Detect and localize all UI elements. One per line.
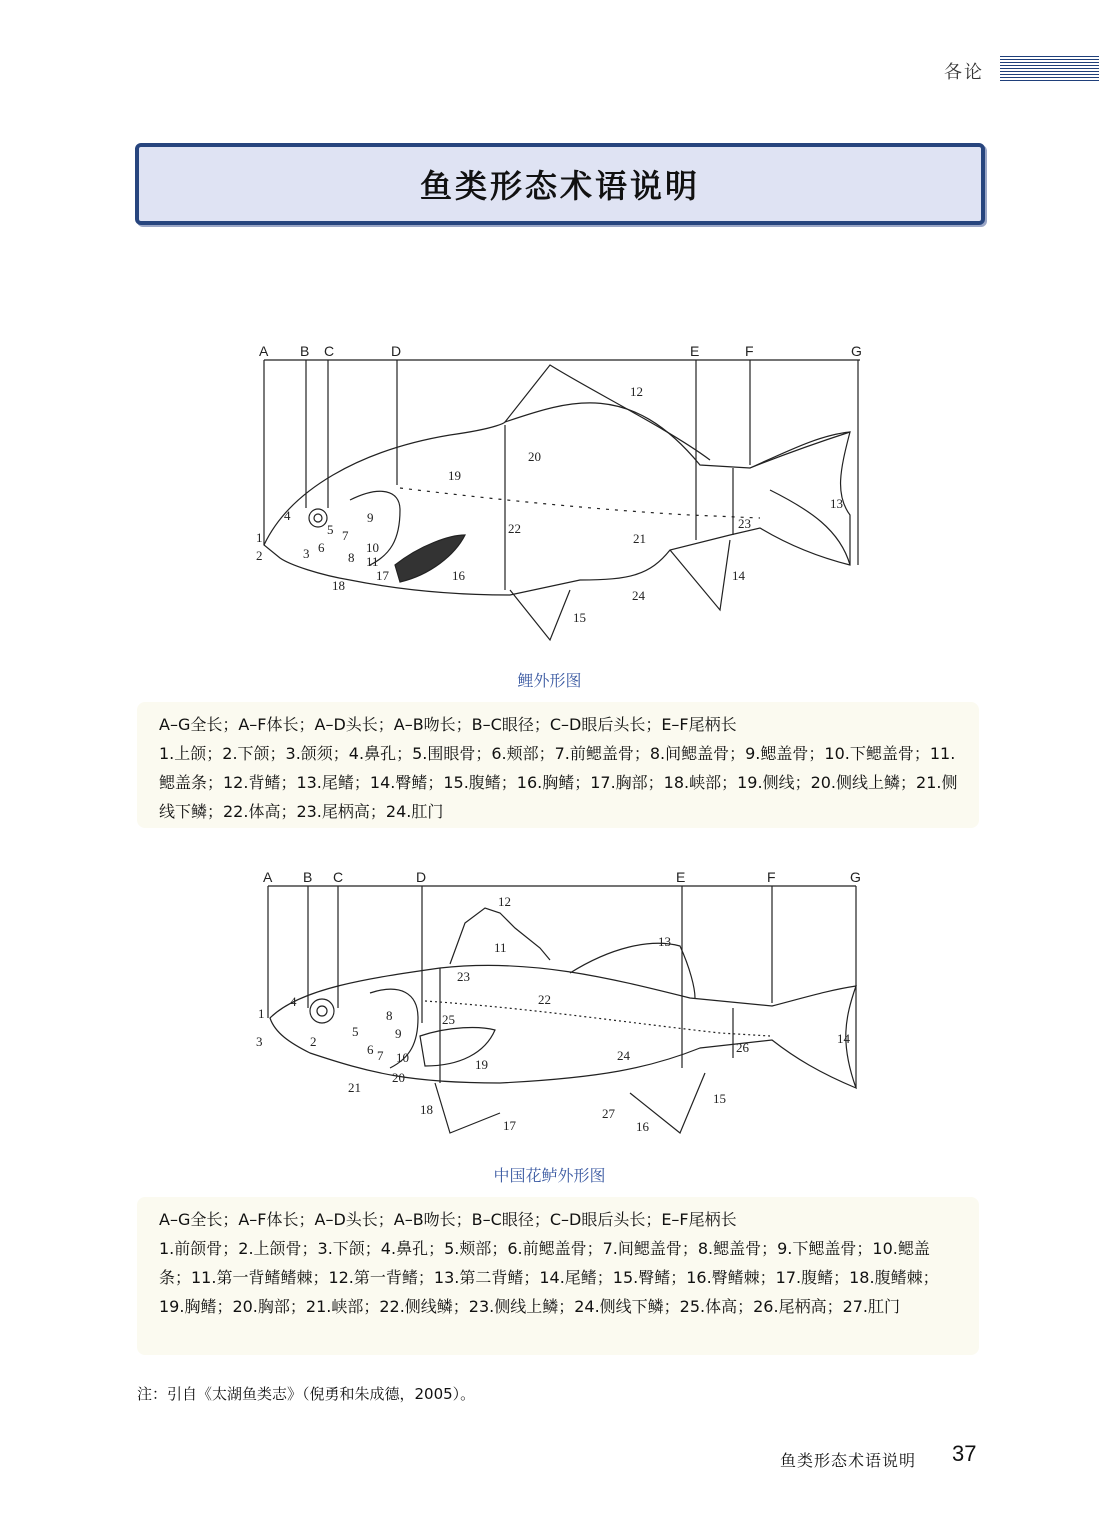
perch-first-dorsal-fin [450, 908, 550, 964]
perch-point-labels [263, 869, 861, 885]
perch-num-3: 3 [256, 1034, 263, 1049]
perch-num-14: 14 [837, 1031, 850, 1046]
perch-legend [137, 1197, 979, 1355]
carp-num-9: 9 [367, 510, 374, 525]
carp-pupil [314, 514, 322, 522]
carp-num-8: 8 [348, 550, 355, 565]
perch-num-26: 26 [736, 1040, 749, 1055]
perch-num-20: 20 [392, 1070, 405, 1085]
header-stripe-decoration [1000, 56, 1099, 86]
perch-point-a: A [263, 869, 273, 885]
carp-legend-measurements: A–G全长；A–F体长；A–D头长；A–B吻长；B–C眼径；C–D眼后头长；E–F尾柄长 [159, 715, 737, 734]
perch-caption: 中国花鲈外形图 [493, 1166, 606, 1185]
perch-num-11: 11 [494, 940, 507, 955]
perch-figure [250, 868, 880, 1148]
carp-lateral-line [400, 488, 760, 518]
carp-num-23: 23 [738, 516, 751, 531]
carp-pelvic-fin [510, 590, 570, 640]
perch-legend-measurements: A–G全长；A–F体长；A–D头长；A–B吻长；B–C眼径；C–D眼后头长；E–F尾柄长 [159, 1210, 737, 1229]
carp-part-numbers [256, 384, 843, 625]
carp-anal-fin [670, 540, 730, 610]
perch-num-12: 12 [498, 894, 511, 909]
carp-figure [250, 340, 880, 660]
perch-num-5: 5 [352, 1024, 359, 1039]
carp-point-d: D [391, 343, 402, 359]
page-title-box [135, 143, 985, 225]
page-number: 37 [952, 1441, 977, 1466]
carp-point-e: E [690, 343, 700, 359]
carp-num-24: 24 [632, 588, 645, 603]
carp-num-12: 12 [630, 384, 643, 399]
perch-second-dorsal-fin [570, 943, 695, 998]
perch-num-23: 23 [457, 969, 470, 984]
page-title: 鱼类形态术语说明 [419, 167, 700, 205]
carp-num-2: 2 [256, 548, 263, 563]
perch-num-21: 21 [348, 1080, 361, 1095]
perch-num-27: 27 [602, 1106, 615, 1121]
perch-eye [310, 999, 334, 1023]
perch-drawing [250, 868, 880, 1148]
carp-num-16: 16 [452, 568, 465, 583]
perch-point-c: C [333, 869, 344, 885]
perch-lateral-line [425, 1001, 770, 1036]
carp-point-b: B [300, 343, 310, 359]
carp-caption: 鲤外形图 [517, 671, 582, 690]
carp-eye [309, 509, 327, 527]
carp-num-22: 22 [508, 521, 521, 536]
carp-num-18: 18 [332, 578, 345, 593]
carp-num-5: 5 [327, 522, 334, 537]
perch-num-25: 25 [442, 1012, 455, 1027]
footer-title: 鱼类形态术语说明 [780, 1451, 917, 1470]
perch-num-1: 1 [258, 1006, 265, 1021]
perch-point-g: G [850, 869, 861, 885]
perch-num-6: 6 [367, 1042, 374, 1057]
carp-point-f: F [745, 343, 754, 359]
carp-num-11: 11 [366, 554, 379, 569]
perch-legend-parts: 1.前颌骨；2.上颌骨；3.下颌；4.鼻孔；5.颊部；6.前鳃盖骨；7.间鳃盖骨；8.鳃盖骨；9.下鳃盖骨；10.鳃盖条；11.第一背鳍鳍棘；12.第一背鳍；13.第二背鳍；14.尾鳍；15.臀鳍；16.臀鳍棘；17.腹鳍；18.腹鳍棘；19.胸鳍；20.胸部；21.峡部；22.侧线鳞；23.侧线上鳞；24.侧线下鳞；25.体高；26.尾柄高；27.肛门 [159, 1239, 939, 1316]
carp-num-14: 14 [732, 568, 745, 583]
section-label: 各论 [944, 62, 984, 83]
source-note: 注：引自《太湖鱼类志》（倪勇和朱成德，2005）。 [137, 1385, 476, 1403]
carp-legend-parts: 1.上颌；2.下颌；3.颌须；4.鼻孔；5.围眼骨；6.颊部；7.前鳃盖骨；8.间鳃盖骨；9.鳃盖骨；10.下鳃盖骨；11.鳃盖条；12.背鳍；13.尾鳍；14.臀鳍；15.腹鳍；16.胸鳍；17.胸部；18.峡部；19.侧线；20.侧线上鳞；21.侧线下鳞；22.体高；23.尾柄高；24.肛门 [159, 744, 958, 821]
perch-point-f: F [767, 869, 776, 885]
perch-num-22: 22 [538, 992, 551, 1007]
perch-num-24: 24 [617, 1048, 630, 1063]
perch-num-8: 8 [386, 1008, 393, 1023]
carp-num-21: 21 [633, 531, 646, 546]
perch-pelvic-fin [435, 1083, 500, 1133]
perch-num-10: 10 [396, 1050, 409, 1065]
carp-num-20: 20 [528, 449, 541, 464]
perch-num-4: 4 [290, 994, 297, 1009]
perch-num-18: 18 [420, 1102, 433, 1117]
perch-num-13: 13 [658, 934, 671, 949]
carp-num-6: 6 [318, 540, 325, 555]
carp-num-19: 19 [448, 468, 461, 483]
perch-point-e: E [676, 869, 686, 885]
carp-point-c: C [324, 343, 335, 359]
carp-num-7: 7 [342, 528, 349, 543]
carp-num-3: 3 [303, 546, 310, 561]
perch-point-d: D [416, 869, 427, 885]
perch-part-numbers [256, 894, 851, 1134]
perch-num-19: 19 [475, 1057, 488, 1072]
carp-point-labels [259, 343, 862, 359]
carp-num-10: 10 [366, 540, 379, 555]
carp-num-4: 4 [284, 508, 291, 523]
carp-drawing [250, 340, 880, 660]
carp-point-g: G [851, 343, 862, 359]
carp-num-13: 13 [830, 496, 843, 511]
carp-num-17: 17 [376, 568, 389, 583]
perch-num-15: 15 [713, 1091, 726, 1106]
perch-pupil [317, 1006, 327, 1016]
perch-num-2: 2 [310, 1034, 317, 1049]
perch-num-16: 16 [636, 1119, 649, 1134]
perch-point-b: B [303, 869, 313, 885]
carp-num-15: 15 [573, 610, 586, 625]
perch-num-7: 7 [377, 1048, 384, 1063]
carp-legend [137, 702, 979, 828]
carp-point-a: A [259, 343, 269, 359]
perch-num-17: 17 [503, 1118, 516, 1133]
carp-num-1: 1 [256, 530, 263, 545]
perch-num-9: 9 [395, 1026, 402, 1041]
